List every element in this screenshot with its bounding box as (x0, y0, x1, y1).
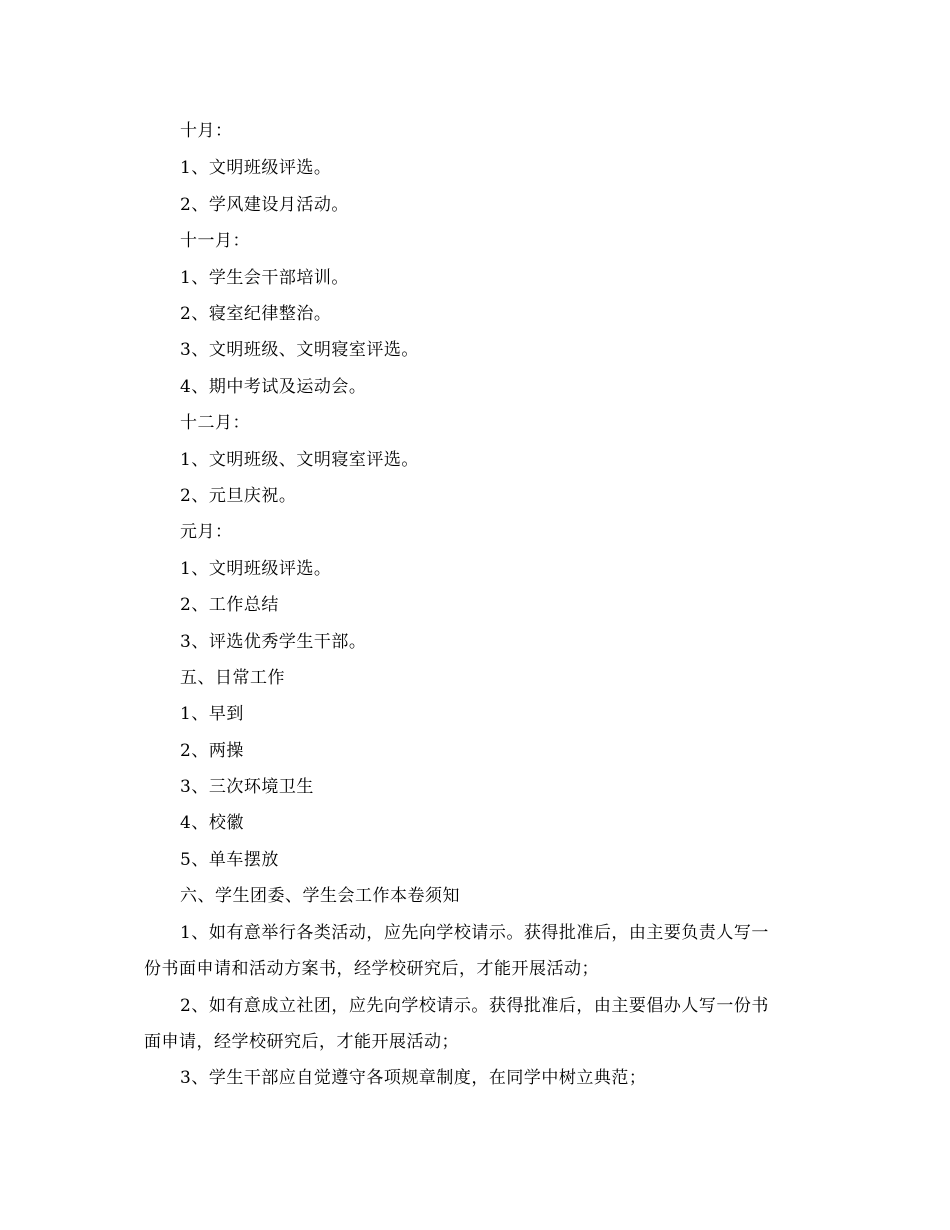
section-heading-notes: 六、学生团委、学生会工作本卷须知 (180, 886, 460, 906)
list-item: 1、文明班级评选。 (180, 158, 332, 178)
list-item: 2、学风建设月活动。 (180, 195, 349, 215)
list-item: 1、早到 (180, 704, 244, 724)
list-item: 2、寝室纪律整治。 (180, 304, 332, 324)
list-item: 1、文明班级、文明寝室评选。 (180, 450, 419, 470)
heading-november: 十一月： (180, 231, 250, 251)
paragraph-1-line-2: 份书面申请和活动方案书，经学校研究后，才能开展活动； (144, 959, 599, 979)
list-item: 4、期中考试及运动会。 (180, 377, 367, 397)
paragraph-1-line-1: 1、如有意举行各类活动，应先向学校请示。获得批准后，由主要负责人写一 (180, 923, 769, 943)
list-item: 5、单车摆放 (180, 850, 279, 870)
paragraph-2-line-2: 面申请，经学校研究后，才能开展活动； (144, 1032, 459, 1052)
list-item: 2、工作总结 (180, 595, 279, 615)
paragraph-2-line-1: 2、如有意成立社团，应先向学校请示。获得批准后，由主要倡办人写一份书 (180, 996, 769, 1016)
list-item: 1、文明班级评选。 (180, 559, 332, 579)
list-item: 2、元旦庆祝。 (180, 486, 297, 506)
heading-october: 十月： (180, 121, 233, 141)
list-item: 3、评选优秀学生干部。 (180, 632, 367, 652)
heading-december: 十二月： (180, 413, 250, 433)
list-item: 3、三次环境卫生 (180, 777, 314, 797)
heading-january: 元月： (180, 522, 233, 542)
list-item: 1、学生会干部培训。 (180, 268, 349, 288)
paragraph-3-line-1: 3、学生干部应自觉遵守各项规章制度，在同学中树立典范； (180, 1068, 647, 1088)
list-item: 4、校徽 (180, 813, 244, 833)
section-heading-daily-work: 五、日常工作 (180, 668, 285, 688)
list-item: 2、两操 (180, 741, 244, 761)
list-item: 3、文明班级、文明寝室评选。 (180, 340, 419, 360)
